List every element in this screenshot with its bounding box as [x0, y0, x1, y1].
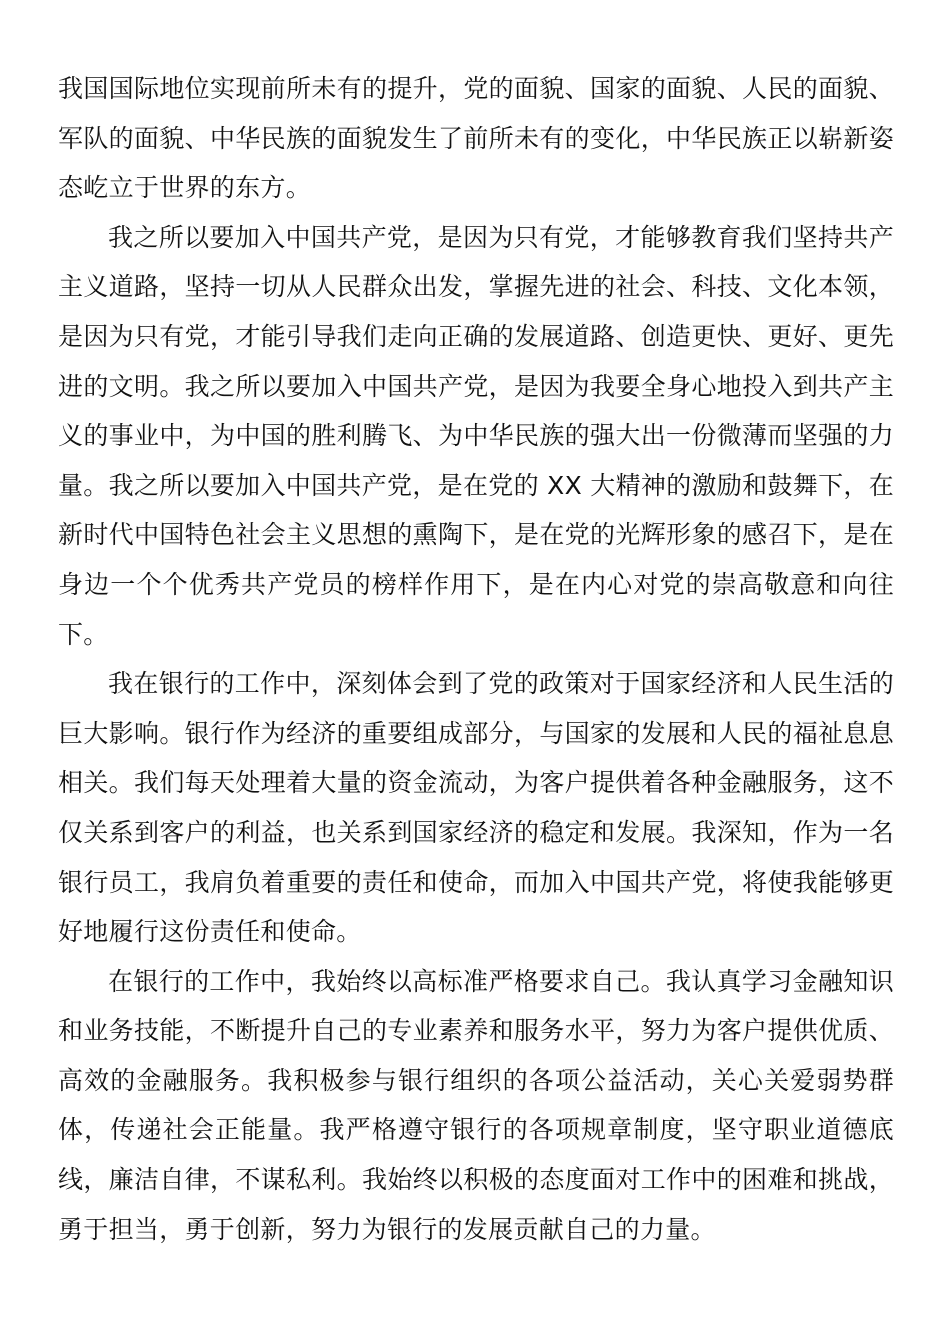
- paragraph-4: 在银行的工作中，我始终以高标准严格要求自己。我认真学习金融知识和业务技能，不断提升自己的专业素养和服务水平，努力为客户提供优质、高效的金融服务。我积极参与银行组织的各项公益活动，关心关爱弱势群体，传递社会正能量。我严格遵守银行的各项规章制度，坚守职业道德底线，廉洁自律，不谋私利。我始终以积极的态度面对工作中的困难和挑战，勇于担当，勇于创新，努力为银行的发展贡献自己的力量。: [58, 966, 894, 1244]
- paragraph-3: 我在银行的工作中，深刻体会到了党的政策对于国家经济和人民生活的巨大影响。银行作为经济的重要组成部分，与国家的发展和人民的福祉息息相关。我们每天处理着大量的资金流动，为客户提供着各种金融服务，这不仅关系到客户的利益，也关系到国家经济的稳定和发展。我深知，作为一名银行员工，我肩负着重要的责任和使命，而加入中国共产党，将使我能够更好地履行这份责任和使命。: [58, 669, 894, 947]
- paragraph-2: 我之所以要加入中国共产党，是因为只有党，才能够教育我们坚持共产主义道路，坚持一切从人民群众出发，掌握先进的社会、科技、文化本领，是因为只有党，才能引导我们走向正确的发展道路、创造更快、更好、更先进的文明。我之所以要加入中国共产党，是因为我要全身心地投入到共产主义的事业中，为中国的胜利腾飞、为中华民族的强大出一份微薄而坚强的力量。我之所以要加入中国共产党，是在党的 XX 大精神的激励和鼓舞下，在新时代中国特色社会主义思想的熏陶下，是在党的光辉形象的感召下，是在身边一个个优秀共产党员的榜样作用下，是在内心对党的崇高敬意和向往下。: [58, 222, 894, 649]
- document-body: [58, 64, 894, 1254]
- paragraph-1: 我国国际地位实现前所未有的提升，党的面貌、国家的面貌、人民的面貌、军队的面貌、中华民族的面貌发生了前所未有的变化，中华民族正以崭新姿态屹立于世界的东方。: [58, 74, 894, 203]
